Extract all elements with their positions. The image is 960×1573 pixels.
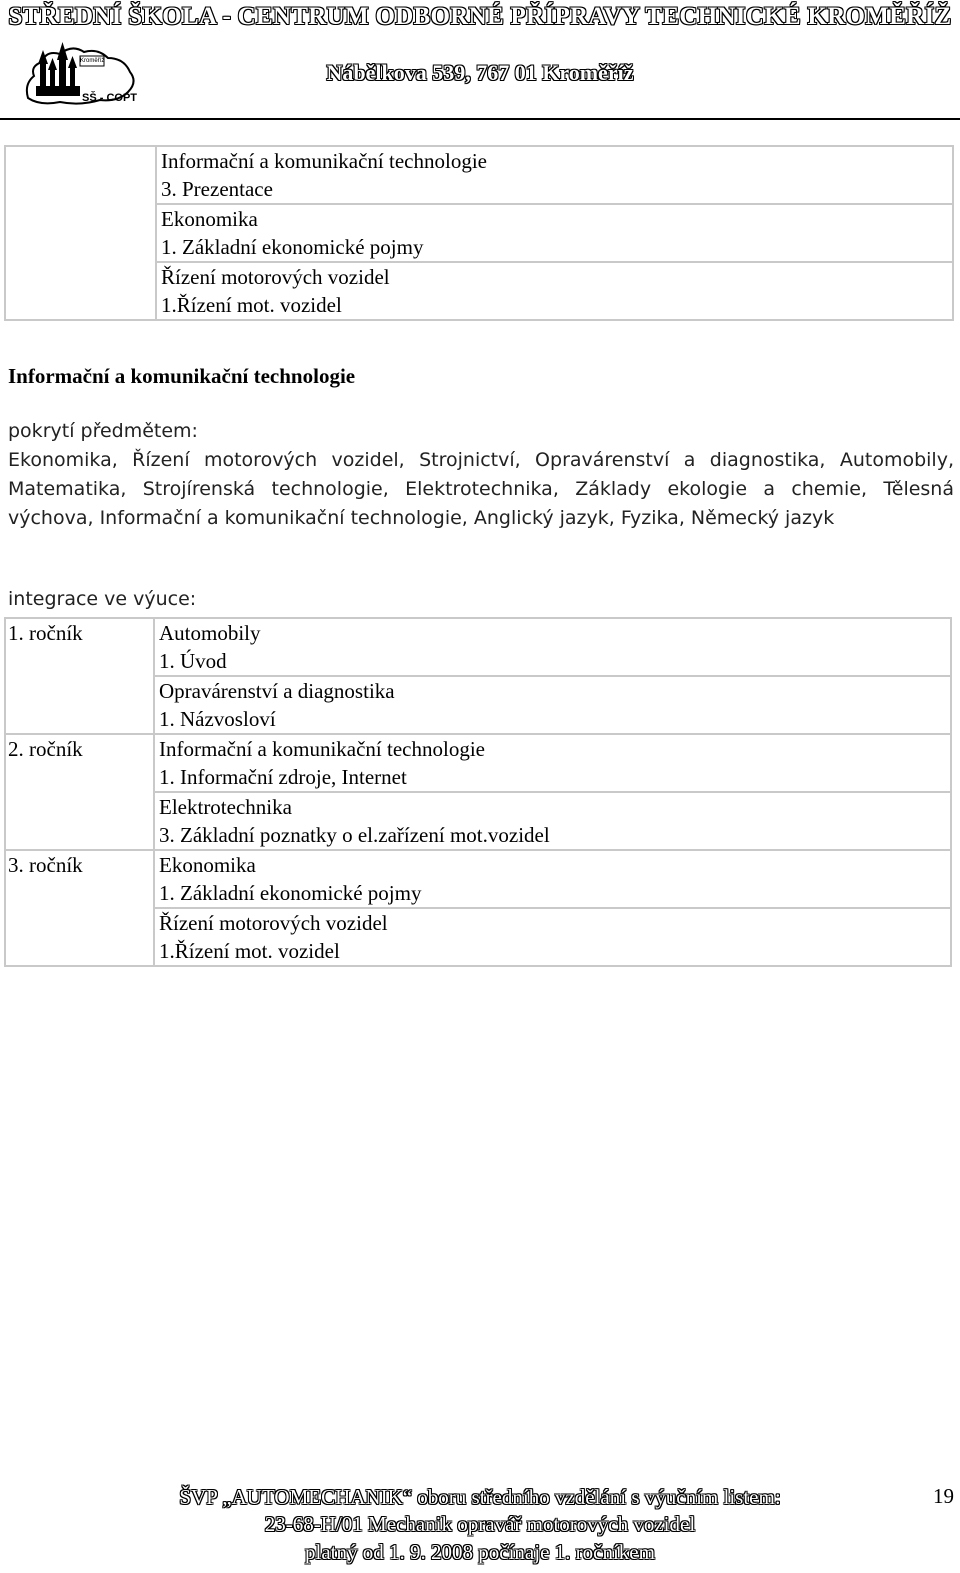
subject-name: Opravárenství a diagnostika [159,679,395,703]
page-number: 19 [933,1484,954,1508]
subject-cell [154,676,951,734]
school-address: Nábělkova 539, 767 01 Kroměříž [326,60,634,85]
subject-cell [156,146,953,204]
section-title: Informační a komunikační technologie [8,364,356,388]
subject-name: Řízení motorových vozidel [161,265,390,289]
year-cell: 1. ročník [5,618,154,734]
subject-name: Řízení motorových vozidel [159,911,388,935]
logo-label: SŠ - COPT [82,92,138,104]
footer-validity-line: platný od 1. 9. 2008 počínaje 1. ročníkem [305,1540,655,1564]
year-cell [5,146,156,320]
subject-topic: 1. Základní ekonomické pojmy [159,881,422,905]
subject-cell [154,908,951,966]
subject-cell [154,850,951,908]
subject-cell [156,204,953,262]
subject-name: Automobily [159,621,261,645]
header-divider [0,118,960,120]
subject-name: Informační a komunikační technologie [159,737,485,761]
subject-name: Ekonomika [159,853,256,877]
integration-table [4,617,952,967]
table-row [5,618,951,676]
year-cell: 2. ročník [5,734,154,850]
integration-label: integrace ve výuce: [8,588,197,610]
logo-town-label: Kroměříž [80,58,105,64]
footer-field-line: 23-68-H/01 Mechanik opravář motorových vozidel [264,1512,696,1536]
subject-topic: 1.Řízení mot. vozidel [159,939,340,963]
table-row [5,146,953,204]
subject-name: Ekonomika [161,207,258,231]
coverage-text: Ekonomika, Řízení motorových vozidel, Strojnictví, Opravárenství a diagnostika, Automobily, Matematika, Strojírenská technologie, Elektrotechnika, Základy ekologie a chemie, Tělesná výchova, Informační a komunikační technologie, Anglický jazyk, Fyzika, Německý jazyk [8,449,954,529]
subject-topic: 1. Informační zdroje, Internet [159,765,407,789]
subject-cell [156,262,953,320]
subject-name: Informační a komunikační technologie [161,149,487,173]
subject-name: Elektrotechnika [159,795,292,819]
subject-cell [154,618,951,676]
table-row [5,850,951,908]
footer-program-line: ŠVP „AUTOMECHANIK“ oboru středního vzdělání s výučním listem: [179,1485,781,1509]
subject-cell [154,734,951,792]
school-name-header: STŘEDNÍ ŠKOLA - CENTRUM ODBORNÉ PŘÍPRAVY TECHNICKÉ KROMĚŘÍŽ [8,3,952,30]
subject-topic: 3. Základní poznatky o el.zařízení mot.vozidel [159,823,550,847]
subject-topic: 1.Řízení mot. vozidel [161,293,342,317]
coverage-label: pokrytí předmětem: [8,420,198,442]
subject-topic: 1. Základní ekonomické pojmy [161,235,424,259]
subject-topic: 1. Úvod [159,649,227,673]
top-integration-table [4,145,954,321]
subject-cell [154,792,951,850]
subject-topic: 3. Prezentace [161,177,273,201]
year-cell: 3. ročník [5,850,154,966]
subject-topic: 1. Názvosloví [159,707,276,731]
table-row [5,734,951,792]
